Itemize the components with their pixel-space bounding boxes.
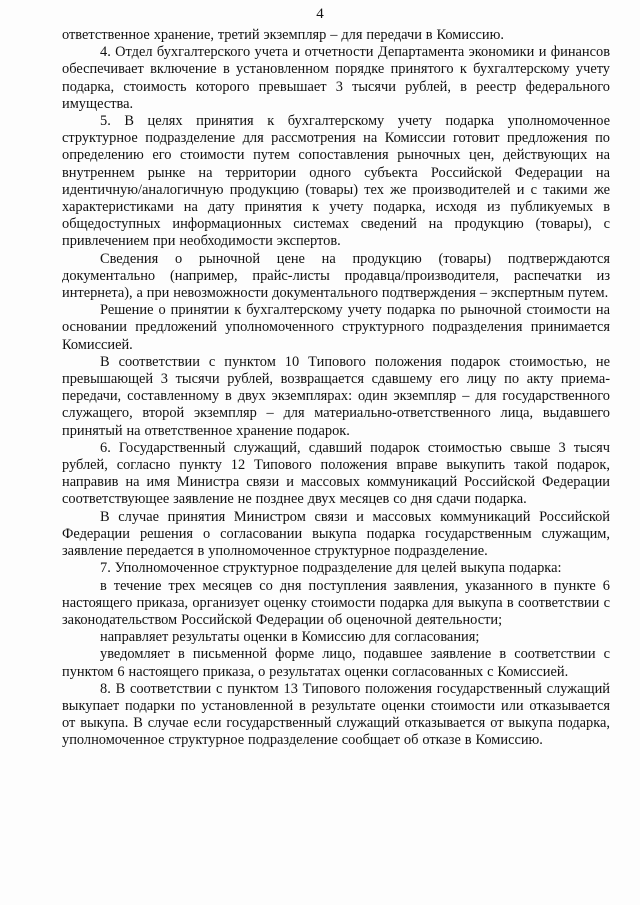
paragraph-item-7-send-results: направляет результаты оценки в Комиссию для согласования;	[100, 629, 480, 646]
document-body	[62, 27, 610, 750]
page-number: 4	[316, 6, 324, 22]
paragraph-item-7-notify: уведомляет в письменной форме лицо, подавшее заявление в соответствии с пунктом 6 настоящего приказа, о результатах оценки согласованных с Комиссией.	[62, 646, 610, 680]
paragraph-item-5: 5. В целях принятия к бухгалтерскому учету подарка уполномоченное структурное подразделение для рассмотрения на Комиссии готовит предложения по определению его стоимости путем сопоставления рыночных цен, действующих на внутреннем рынке на территории одного субъекта Российской Федерации на идентичную/аналогичную продукцию (товары) тех же производителей и с такими же характеристиками на дату принятия к учету подарка, исходя из публикуемых в общедоступных информационных системах сведений на продукцию (товары), с привлечением при необходимости экспертов.	[62, 113, 610, 250]
paragraph-item-8: 8. В соответствии с пунктом 13 Типового положения государственный служащий выкупает подарки по установленной в результате оценки стоимости или отказывается от выкупа. В случае если государственный служащий отказывается от выкупа подарка, уполномоченное структурное подразделение сообщает об отказе в Комиссию.	[62, 680, 610, 749]
paragraph-return-gift: В соответствии с пунктом 10 Типового положения подарок стоимостью, не превышающей 3 тысячи рублей, возвращается сдавшему его лицу по акту приема-передачи, составленному в двух экземплярах: один экземпляр – для государственного служащего, второй экземпляр – для материально-ответственного лица, выдавшего принятый на ответственное хранение подарок.	[62, 353, 610, 439]
paragraph-accounting-decision: Решение о принятии к бухгалтерскому учету подарка по рыночной стоимости на основании предложений уполномоченного структурного подразделения принимается Комиссией.	[62, 302, 610, 353]
paragraph-item-4: 4. Отдел бухгалтерского учета и отчетности Департамента экономики и финансов обеспечивает включение в установленном порядке принятого к бухгалтерскому учету подарка, стоимость которого превышает 3 тысячи рублей, в реестр федерального имущества.	[62, 44, 610, 112]
paragraph-item-7: 7. Уполномоченное структурное подразделение для целей выкупа подарка:	[100, 560, 562, 577]
paragraph-continuation: ответственное хранение, третий экземпляр – для передачи в Комиссию.	[62, 27, 504, 43]
paragraph-minister-approval: В случае принятия Министром связи и массовых коммуникаций Российской Федерации решения о согласовании выкупа подарка государственным служащим, заявление передается в уполномоченное структурное подразделение.	[62, 508, 610, 560]
paragraph-item-6: 6. Государственный служащий, сдавший подарок стоимостью свыше 3 тысяч рублей, согласно пункту 12 Типового положения вправе выкупить такой подарок, направив на имя Министра связи и массовых коммуникаций Российской Федерации соответствующее заявление не позднее двух месяцев со дня сдачи подарка.	[62, 439, 610, 508]
paragraph-item-7-evaluation: в течение трех месяцев со дня поступления заявления, указанного в пункте 6 настоящего приказа, организует оценку стоимости подарка для выкупа в соответствии с законодательством Российской Федерации об оценочной деятельности;	[62, 577, 610, 628]
paragraph-market-price: Сведения о рыночной цене на продукцию (товары) подтверждаются документально (например, прайс-листы продавца/производителя, распечатки из интернета), а при невозможности документального подтверждения – экспертным путем.	[62, 250, 610, 302]
